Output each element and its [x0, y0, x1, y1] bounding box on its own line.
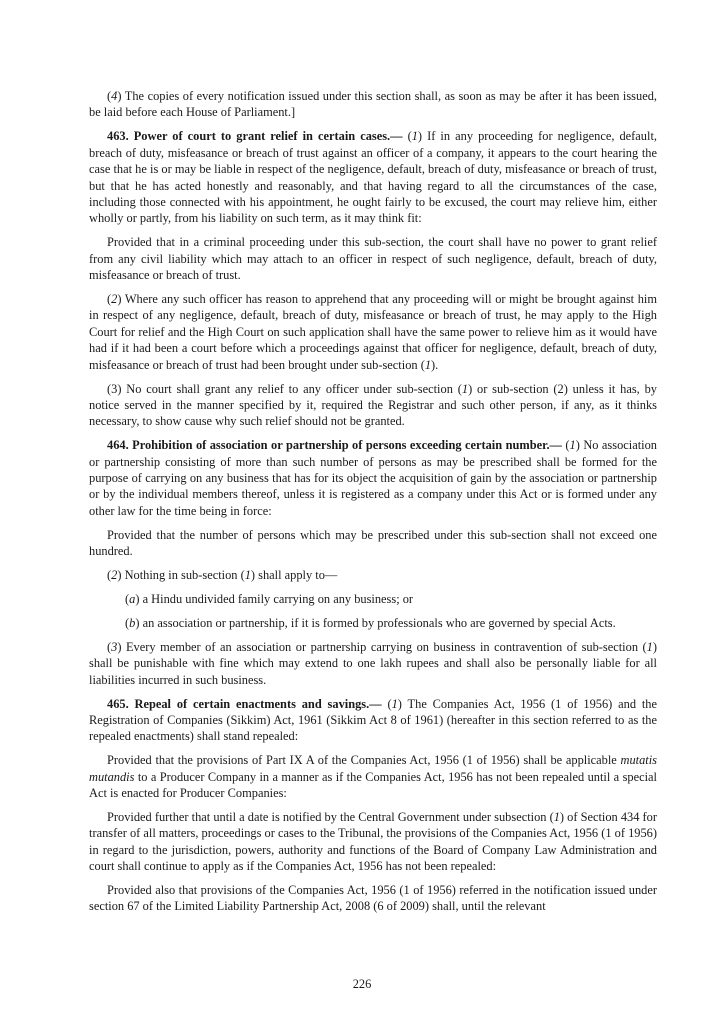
document-page	[89, 88, 657, 922]
proviso-465-3: Provided also that provisions of the Companies Act, 1956 (1 of 1956) referred in the notification issued under section 67 of the Limited Liability Partnership Act, 2008 (6 of 2009) shall, until the relevant	[89, 883, 657, 914]
proviso-463: Provided that in a criminal proceeding under this sub-section, the court shall have no power to grant relief from any civil liability which may attach to an officer in respect of such negligence, default, breach of duty, misfeasance or breach of trust.	[89, 235, 657, 283]
paragraph-463-4: (4) The copies of every notification issued under this section shall, as soon as may be after it has been issued, be laid before each House of Parliament.]	[89, 89, 657, 120]
page-number: 226	[352, 977, 372, 991]
sub-section-463-2: (2) Where any such officer has reason to apprehend that any proceeding will or might be brought against him in respect of any negligence, default, breach of duty, misfeasance or breach of trust, he may apply to the High Court for relief and the High Court on such application shall have the same power to relieve him as it would have had if it had been a court before which a proceedings against that officer for negligence, default, breach of duty, misfeasance or breach of trust had been brought under sub-section (1).	[89, 291, 657, 372]
proviso-464: Provided that the number of persons which may be prescribed under this sub-section shall not exceed one hundred.	[89, 527, 657, 559]
sub-section-463-3: (3) No court shall grant any relief to any officer under sub-section (1) or sub-section (2) unless it has, by notice served in the manner specified by it, required the Registrar and such other person, if any, as it thinks necessary, to show cause why such relief should not be granted.	[89, 381, 657, 429]
section-heading: 464. Prohibition of association or partnership of persons exceeding certain number.—	[107, 438, 562, 453]
sub-section-464-3: (3) Every member of an association or partnership carrying on business in contravention of sub-section (1) shall be punishable with fine which may extend to one lakh rupees and shall also be personally liable for all liabilities incurred in such business.	[89, 639, 657, 687]
proviso-465-2: Provided further that until a date is notified by the Central Government under subsection (1) of Section 434 for transfer of all matters, proceedings or cases to the Tribunal, the provisions of the Companies Act, 1956 (1 of 1956) in regard to the jurisdiction, powers, authority and functions of the Board of Company Law Administration and court shall continue to apply as if the Companies Act, 1956 has not been repealed:	[89, 809, 657, 874]
section-heading: 463. Power of court to grant relief in certain cases.—	[107, 129, 403, 144]
clause-464-2-a: (a) a Hindu undivided family carrying on any business; or	[125, 591, 414, 606]
section-465: 465. Repeal of certain enactments and savings.— (1) The Companies Act, 1956 (1 of 1956) and the Registration of Companies (Sikkim) Act, 1961 (Sikkim Act 8 of 1961) (hereafter in this section referred to as the repealed enactments) shall stand repealed:	[89, 696, 657, 744]
sub-section-464-2: (2) Nothing in sub-section (1) shall apply to—	[107, 568, 338, 583]
clause-464-2-b: (b) an association or partnership, if it is formed by professionals who are governed by special Acts.	[125, 615, 616, 630]
section-heading: 465. Repeal of certain enactments and savings.—	[107, 696, 382, 711]
sub-number: 4	[111, 89, 118, 103]
section-463: 463. Power of court to grant relief in certain cases.— (1) If in any proceeding for negligence, default, breach of duty, misfeasance or breach of trust against an officer of a company, it appears to the court hearing the case that he is or may be liable in respect of the negligence, default, breach of duty, misfeasance or breach of trust, but that he has acted honestly and reasonably, and that having regard to all the circumstances of the case, including those connected with his appointment, he ought fairly to be excused, the court may relieve him, either wholly or partly, from his liability on such term, as it may think fit:	[89, 129, 657, 226]
proviso-465-1: Provided that the provisions of Part IX A of the Companies Act, 1956 (1 of 1956) shall be applicable mutatis mutandis to a Producer Company in a manner as if the Companies Act, 1956 has not been repealed until a special Act is enacted for Producer Companies:	[89, 753, 657, 801]
section-464: 464. Prohibition of association or partnership of persons exceeding certain number.— (1) No association or partnership consisting of more than such number of persons as may be prescribed shall be formed for the purpose of carrying on any business that has for its object the acquisition of gain by the association or partnership or by the individual members thereof, unless it is registered as a company under this Act or is formed under any other law for the time being in force:	[89, 438, 657, 518]
